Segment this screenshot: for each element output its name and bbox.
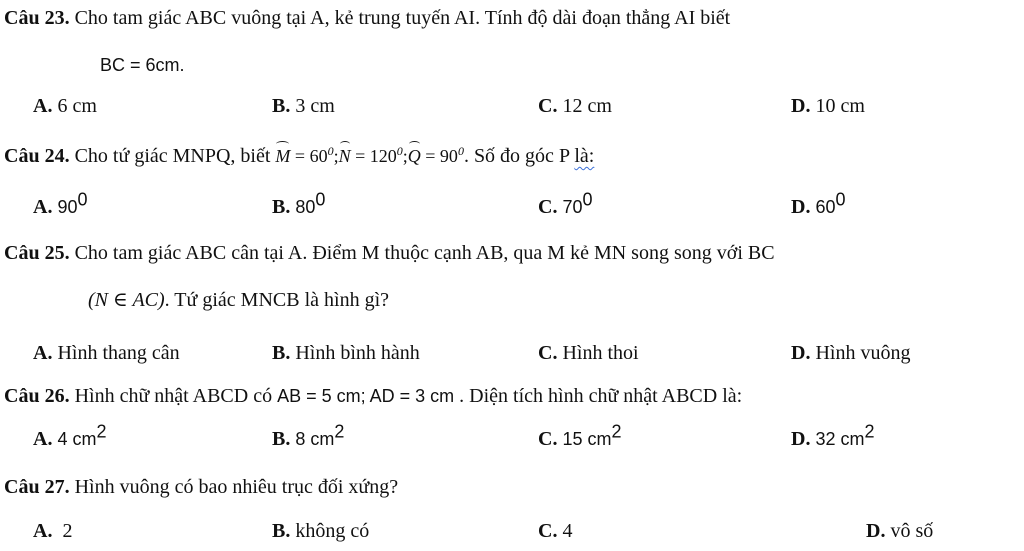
q27-option-b[interactable]: B. không có	[272, 520, 370, 542]
question-23-continuation: BC = 6cm.	[100, 55, 185, 75]
q24-option-c[interactable]: C. $70^0$	[538, 189, 593, 218]
q23-option-b[interactable]: B. 3 cm	[272, 95, 335, 117]
q26-option-a[interactable]: A. 4 $cm^2$	[33, 421, 107, 450]
question-23-text: Cho tam giác ABC vuông tại A, kẻ trung tuyến AI. Tính độ dài đoạn thẳng AI biết	[69, 7, 731, 29]
question-24-text: Cho tứ giác MNPQ, biết	[69, 145, 276, 167]
q27-option-a[interactable]: A. 2	[33, 520, 73, 542]
q26-option-d[interactable]: D. 32 $cm^2$	[791, 421, 875, 450]
question-25	[4, 241, 775, 265]
question-25-label: Câu 25.	[4, 242, 70, 264]
question-26-formula: AB = 5 cm; AD = 3 cm	[277, 386, 455, 406]
q27-option-c[interactable]: C. 4	[538, 520, 573, 542]
question-25-continuation: (N ∈ AC). Tứ giác MNCB là hình gì?	[88, 289, 390, 311]
angle-n: N	[338, 146, 351, 166]
spellcheck-underlined-word: là:	[574, 145, 595, 167]
q23-option-a[interactable]: A. 6 cm	[33, 95, 97, 117]
question-26: Câu 26. Hình chữ nhật ABCD có AB = 5 cm; AD = 3 cm . Diện tích hình chữ nhật ABCD là:	[4, 385, 743, 407]
question-24: Câu 24. Cho tứ giác MNPQ, biết $M = 60^0;N$ = $120^0;Q = 90^0$. Số đo góc P là:	[4, 144, 595, 167]
q24-option-a[interactable]: A. $90^0$	[33, 189, 88, 218]
q24-option-b[interactable]: B. $80^0$	[272, 189, 326, 218]
q27-option-d[interactable]: D. vô số	[866, 520, 934, 542]
q24-option-d[interactable]: D. $60^0$	[791, 189, 846, 218]
question-27-text: Hình vuông có bao nhiêu trục đối xứng?	[69, 476, 399, 498]
angle-q: Q	[407, 146, 421, 166]
q25-option-c[interactable]: C. Hình thoi	[538, 342, 639, 364]
q25-option-a[interactable]: A. Hình thang cân	[33, 342, 180, 364]
q25-option-d[interactable]: D. Hình vuông	[791, 342, 911, 364]
q23-option-c[interactable]: C. 12 cm	[538, 95, 612, 117]
q26-option-c[interactable]: C. 15 $cm^2$	[538, 421, 622, 450]
q25-option-b[interactable]: B. Hình bình hành	[272, 342, 420, 364]
q23-option-d[interactable]: D. 10 cm	[791, 95, 865, 117]
question-23	[4, 6, 730, 30]
question-25-text: Cho tam giác ABC cân tại A. Điểm M thuộc cạnh AB, qua M kẻ MN song song với BC	[69, 242, 775, 264]
angle-m: M	[275, 146, 291, 166]
question-24-label: Câu 24.	[4, 145, 70, 167]
question-23-label: Câu 23.	[4, 7, 70, 29]
question-27-label: Câu 27.	[4, 476, 70, 498]
q26-option-b[interactable]: B. 8 $cm^2$	[272, 421, 345, 450]
question-27	[4, 475, 398, 499]
question-26-label: Câu 26.	[4, 385, 70, 407]
